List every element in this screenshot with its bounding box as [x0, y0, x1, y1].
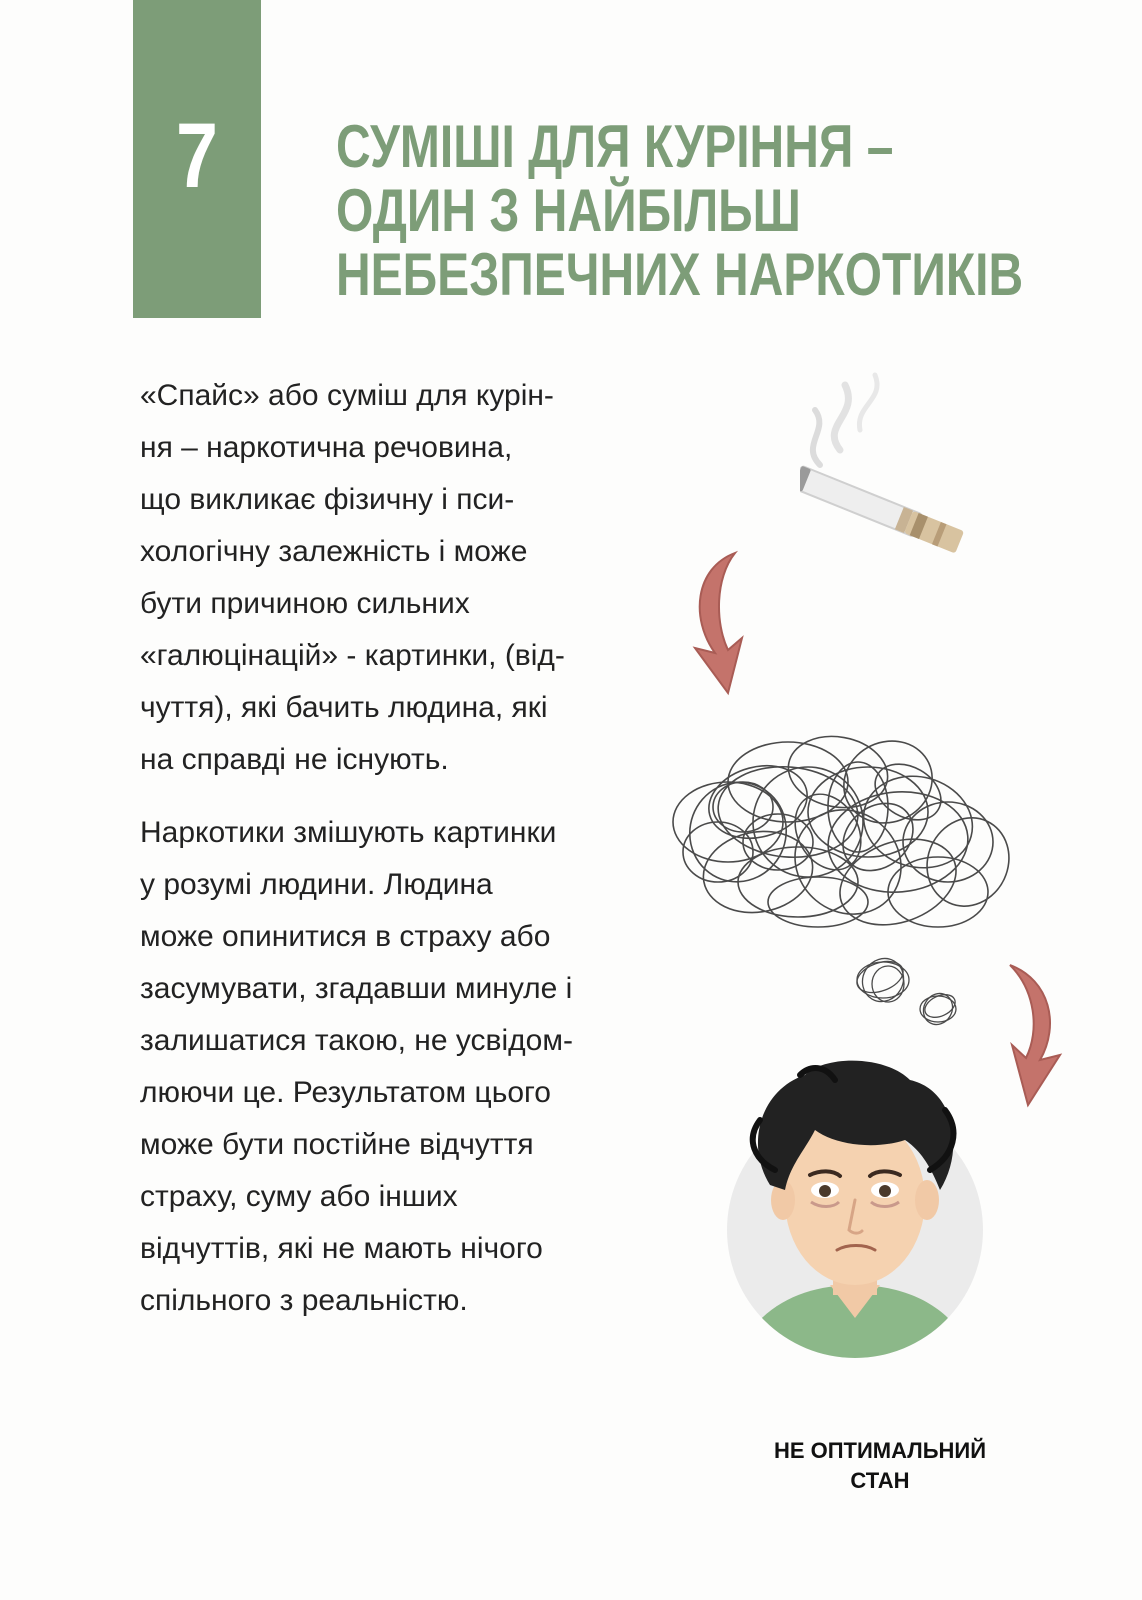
cigarette-icon [800, 370, 1000, 560]
page-title [336, 113, 1024, 308]
text-line: що викликає фізичну і пси- [140, 483, 515, 516]
text-line: на справді не існують. [140, 743, 449, 776]
body-text [140, 370, 616, 1348]
title-line: ОДИН З НАЙБІЛЬШ [336, 177, 801, 244]
text-line: ня – наркотична речовина, [140, 431, 513, 464]
text-line: «галюцінацій» - картинки, (від- [140, 639, 565, 672]
paragraph-1 [140, 370, 616, 786]
text-line: страху, суму або інших [140, 1180, 458, 1213]
text-line: може бути постійне відчуття [140, 1128, 534, 1161]
section-number-block [133, 0, 261, 318]
text-line: спільного з реальністю. [140, 1284, 468, 1317]
text-line: залишатися такою, не усвідом- [140, 1024, 573, 1057]
text-line: чуття), які бачить людина, які [140, 691, 548, 724]
text-line: бути причиною сильних [140, 587, 470, 620]
text-line: відчуттів, які не мають нічого [140, 1232, 543, 1265]
text-line: може опинитися в страху або [140, 920, 551, 953]
sad-person-icon [715, 1050, 995, 1360]
section-number: 7 [176, 105, 218, 207]
illustration-caption [745, 1436, 1015, 1496]
curved-arrow-icon [660, 548, 760, 698]
paragraph-2 [140, 807, 616, 1327]
title-line: НЕБЕЗПЕЧНИХ НАРКОТИКІВ [336, 241, 1024, 308]
text-line: люючи це. Результатом цього [140, 1076, 551, 1109]
text-line: хологічну залежність і може [140, 535, 528, 568]
text-line: «Спайс» або суміш для курін- [140, 379, 554, 412]
title-line: СУМІШІ ДЛЯ КУРІННЯ – [336, 113, 894, 180]
text-line: у розумі людини. Людина [140, 868, 493, 901]
text-line: Наркотики змішують картинки [140, 816, 557, 849]
caption-line: НЕ ОПТИМАЛЬНИЙ [773, 1438, 987, 1463]
text-line: засумувати, згадавши минуле і [140, 972, 573, 1005]
curved-arrow-icon [990, 960, 1090, 1110]
tangled-thoughts-icon [668, 712, 1028, 1032]
caption-line: СТАН [850, 1468, 910, 1493]
